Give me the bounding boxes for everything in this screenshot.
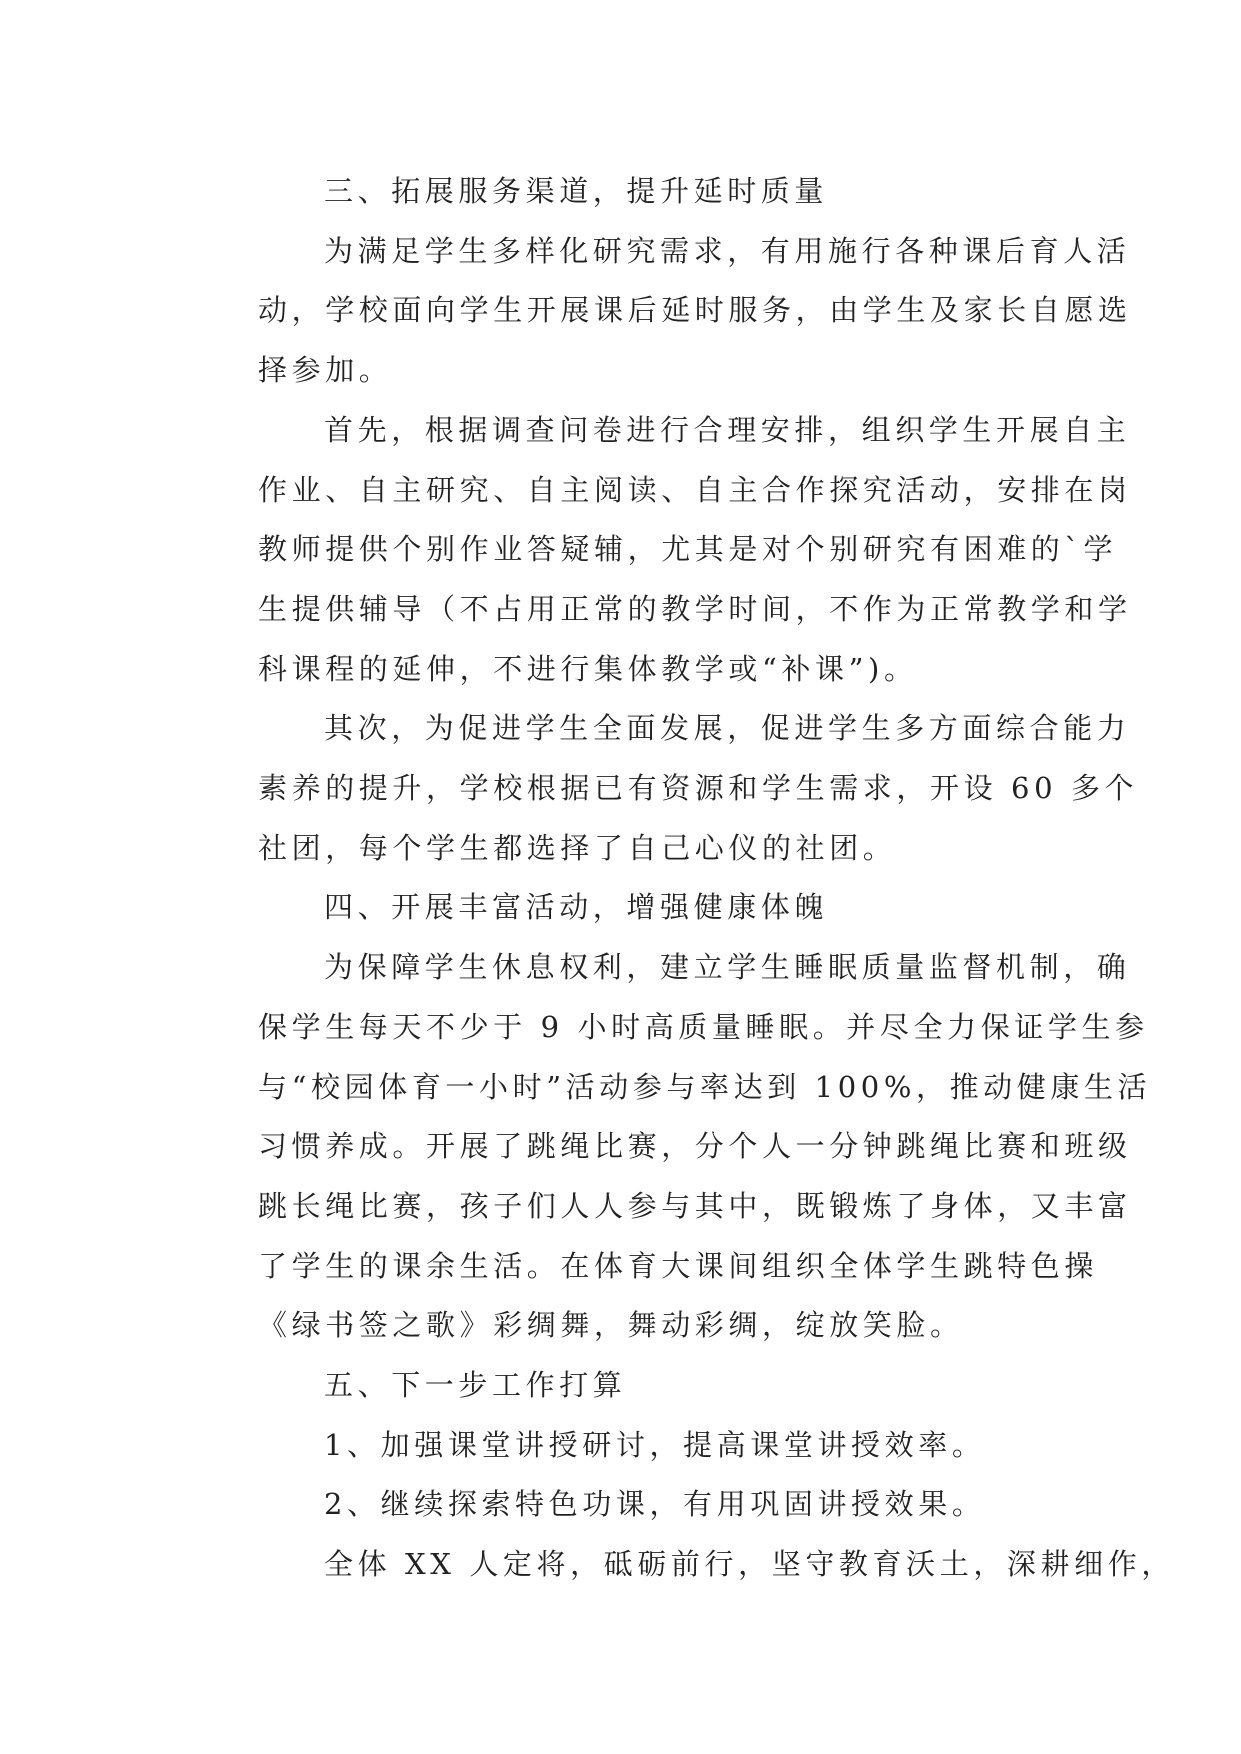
text-line: 为保障学生休息权利，建立学生睡眠质量监督机制，确: [324, 950, 1131, 985]
text-line: 1、加强课堂讲授研讨，提高课堂讲授效率。: [324, 1427, 986, 1462]
paragraph-closing: [192, 1535, 1175, 1595]
section-heading-4: [192, 878, 1050, 938]
text-line: 《绿书签之歌》彩绸舞，舞动彩绸，绽放笑脸。: [258, 1308, 964, 1343]
text-line: 教师提供个别作业答疑辅，尤其是对个别研究有困难的`学: [258, 532, 1118, 567]
text-line: 动，学校面向学生开展课后延时服务，由学生及家长自愿选: [258, 293, 1132, 328]
text-line: 其次，为促进学生全面发展，促进学生多方面综合能力: [324, 711, 1131, 746]
text-line: 与“校园体育一小时”活动参与率达到 100%，推动健康生活: [258, 1069, 1152, 1104]
section-heading-3: [192, 162, 1050, 222]
paragraph-health-activities: [192, 938, 1152, 1356]
text-line: 社团，每个学生都选择了自己心仪的社团。: [258, 830, 897, 865]
text-line: 2、继续探索特色功课，有用巩固讲授效果。: [324, 1487, 986, 1522]
text-line: 五、下一步工作打算: [324, 1368, 627, 1403]
text-line: 三、拓展服务渠道，提升延时质量: [324, 174, 829, 208]
text-line: 作业、自主研究、自主阅读、自主合作探究活动，安排在岗: [258, 472, 1132, 507]
paragraph-clubs: [192, 699, 1139, 878]
text-line: 首先，根据调查问卷进行合理安排，组织学生开展自主: [324, 412, 1131, 447]
paragraph-first-arrangement: [192, 401, 1132, 700]
text-line: 择参加。: [258, 353, 393, 388]
text-line: 全体 XX 人定将，砥砺前行，坚守教育沃土，深耕细作，: [324, 1547, 1175, 1582]
text-line: 习惯养成。开展了跳绳比赛，分个人一分钟跳绳比赛和班级: [258, 1129, 1132, 1164]
paragraph-after-school-service: [192, 222, 1132, 401]
text-line: 保学生每天不少于 9 小时高质量睡眠。并尽全力保证学生参: [258, 1009, 1149, 1044]
plan-item-1: [192, 1416, 1050, 1476]
text-line: 生提供辅导（不占用正常的教学时间，不作为正常教学和学: [258, 591, 1132, 626]
text-line: 科课程的延伸，不进行集体教学或“补课”)。: [258, 651, 918, 686]
text-line: 跳长绳比赛，孩子们人人参与其中，既锻炼了身体，又丰富: [258, 1188, 1132, 1223]
text-line: 四、开展丰富活动，增强健康体魄: [324, 890, 829, 925]
text-line: 了学生的课余生活。在体育大课间组织全体学生跳特色操: [258, 1248, 1099, 1283]
document-body: [192, 162, 1175, 1595]
text-line: 为满足学生多样化研究需求，有用施行各种课后育人活: [324, 233, 1131, 268]
plan-item-2: [192, 1475, 1050, 1535]
section-heading-5: [192, 1356, 1050, 1416]
text-line: 素养的提升，学校根据已有资源和学生需求，开设 60 多个: [258, 771, 1139, 806]
